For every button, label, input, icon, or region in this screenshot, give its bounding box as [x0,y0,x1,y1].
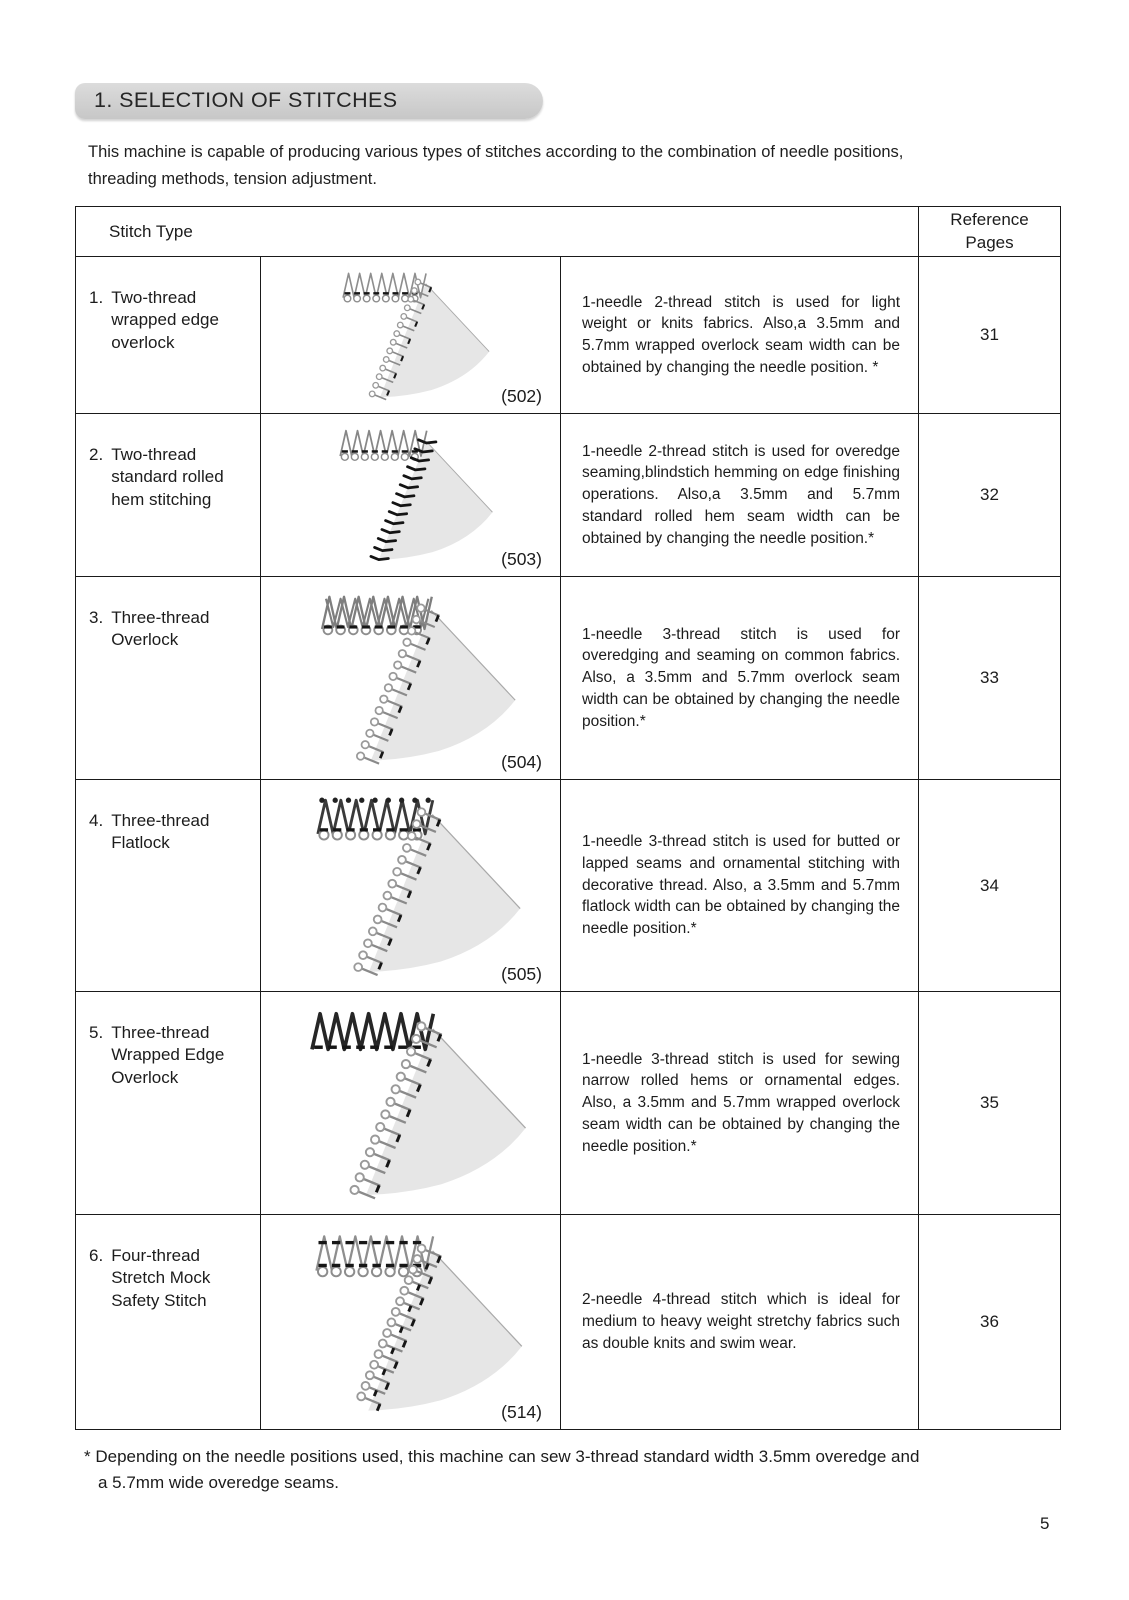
stitch-description: 2-needle 4-thread stitch which is ideal for medium to heavy weight stretchy fabrics such as double knits and swim wear. [561,1215,919,1430]
stitch-number: 3. [89,608,104,627]
table-row [76,577,1061,780]
stitch-number: 5. [89,1023,104,1042]
table-row [76,414,1061,577]
reference-page-number: 32 [919,414,1061,577]
stitch-name: Three-thread Flatlock [111,811,210,853]
stitch-illustration [277,1226,545,1419]
stitch-image-cell [261,780,561,992]
table-row [76,1215,1061,1430]
footnote-line-2: a 5.7mm wide overedge seams. [98,1473,339,1493]
stitch-illustration [279,790,543,980]
stitch-number: 4. [89,811,104,830]
stitch-name-cell [76,577,261,780]
stitch-illustration [315,266,505,403]
reference-page-number: 36 [919,1215,1061,1430]
stitch-name-cell [76,1215,261,1430]
reference-page-number: 35 [919,992,1061,1215]
intro-line-1: This machine is capable of producing various types of stitches according to the combination of needle positions, [88,143,904,161]
stitch-description: 1-needle 2-thread stitch is used for light weight or knits fabrics. Also,a 3.5mm and 5.7mm wrapped overlock seam width can be obtained by changing the needle position. * [561,257,919,414]
stitch-description: 1-needle 3-thread stitch is used for sewing narrow rolled hems or ornamental edges. Also, a 3.5mm and 5.7mm wrapped overlock seam width can be obtained by changing the needle position.* [561,992,919,1215]
reference-page-number: 34 [919,780,1061,992]
stitch-name-cell [76,780,261,992]
stitch-code-label: (503) [501,548,542,569]
table-row [76,257,1061,414]
stitch-code-label: (504) [501,751,542,772]
stitch-description: 1-needle 2-thread stitch is used for overedge seaming,blindstich hemming on edge finishing operations. Also,a 3.5mm and 5.7mm standard rolled hem seam width can be obtained by changing the needle position.* [561,414,919,577]
reference-page-number: 33 [919,577,1061,780]
page-number: 5 [1040,1514,1050,1533]
stitch-image-cell [261,992,561,1215]
stitch-illustration [311,423,509,566]
stitch-name-cell [76,257,261,414]
stitch-code-label: (502) [501,385,542,406]
stitch-code-label: (514) [501,1401,542,1422]
stitch-image-cell [261,577,561,780]
footnote [84,1444,1069,1497]
intro-paragraph [88,144,1036,197]
stitch-illustration [285,587,537,768]
stitch-name: Two-thread wrapped edge overlock [111,288,219,352]
stitch-image-cell [261,257,561,414]
stitch-description: 1-needle 3-thread stitch is used for butted or lapped seams and ornamental stitching with decorative thread. Also, a 3.5mm and 5.7mm flatlock width can be obtained by changing the needle position.* [561,780,919,992]
stitch-number: 2. [89,445,104,464]
stitch-illustration [271,1003,549,1204]
intro-line-2: threading methods, tension adjustment. [88,169,377,188]
stitch-name: Four-thread Stretch Mock Safety Stitch [111,1246,211,1310]
stitch-image-cell [261,414,561,577]
stitch-image-cell [261,1215,561,1430]
footnote-line-1: * Depending on the needle positions used, this machine can sew 3-thread standard width 3.5mm overedge and [84,1447,920,1466]
stitch-selection-table [75,206,1061,1430]
stitch-name: Three-thread Wrapped Edge Overlock [111,1023,225,1087]
table-row [76,992,1061,1215]
stitch-code-label: (505) [501,963,542,984]
table-header-stitch-type: Stitch Type [76,207,919,257]
stitch-number: 6. [89,1246,104,1265]
table-header-reference-pages: Reference Pages [919,207,1061,257]
stitch-name: Two-thread standard rolled hem stitching [111,445,224,509]
stitch-description: 1-needle 3-thread stitch is used for overedging and seaming on common fabrics. Also, a 3.5mm and 5.7mm overlock seam width can be obtained by changing the needle position.* [561,577,919,780]
stitch-number: 1. [89,288,104,307]
stitch-name: Three-thread Overlock [111,608,210,650]
stitch-name-cell [76,992,261,1215]
table-row [76,780,1061,992]
section-title: 1. SELECTION OF STITCHES [75,83,543,119]
reference-page-number: 31 [919,257,1061,414]
stitch-name-cell [76,414,261,577]
